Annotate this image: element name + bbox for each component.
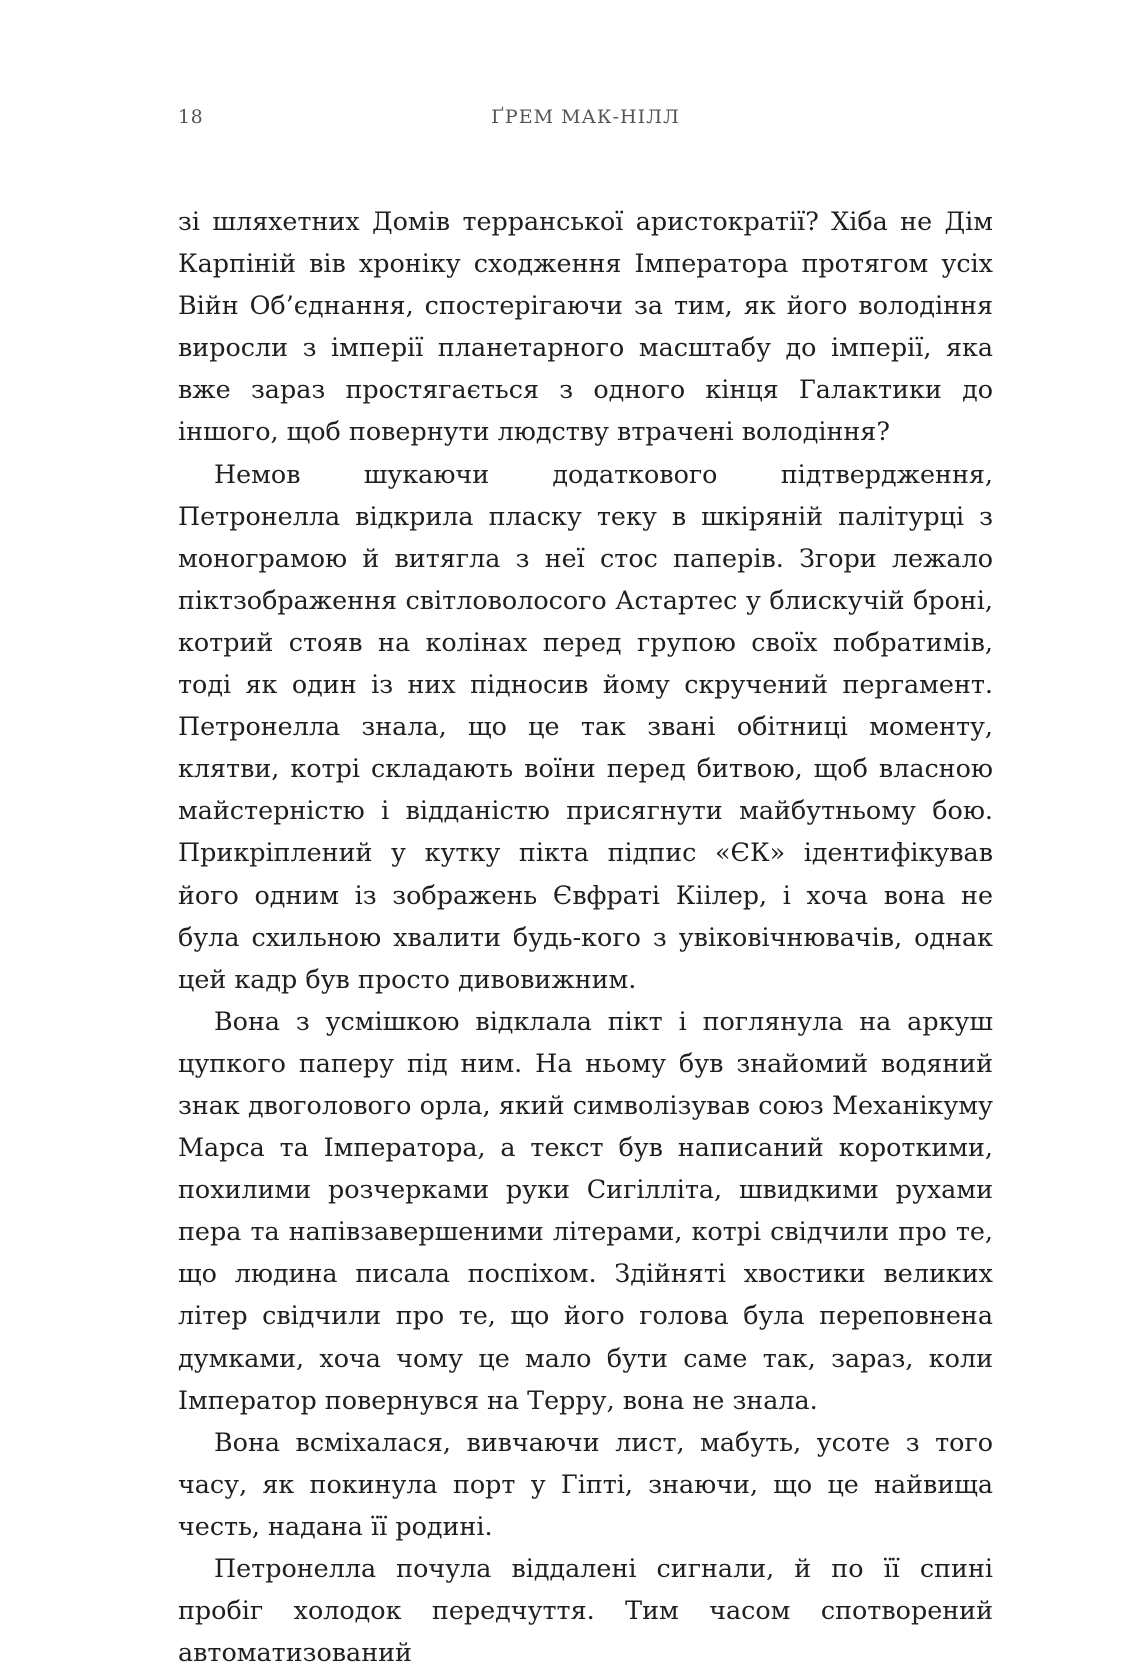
page-number: 18 xyxy=(178,106,204,128)
running-title: ҐРЕМ МАК-НІЛЛ xyxy=(491,106,680,128)
running-header xyxy=(178,106,993,136)
paragraph: зі шляхетних Домів терранської аристократії? Хіба не Дім Карпіній вів хроніку сходження Імператора протягом усіх Війн Об’єднання, спостерігаючи за тим, як його володіння виросли з імперії планетарного масштабу до імперії, яка вже зараз простягається з одного кінця Галактики до іншого, щоб повернути людству втрачені володіння? xyxy=(178,206,993,447)
paragraph: Вона з усмішкою відклала пікт і поглянула на аркуш цупкого паперу під ним. На ньому був знайомий водяний знак двоголового орла, який символізував союз Механікуму Марса та Імператора, а текст був написаний короткими, похилими розчерками руки Сигілліта, швидкими рухами пера та напівзавершеними літерами, котрі свідчили про те, що людина писала поспіхом. Здійняті хвостики великих літер свідчили про те, що його голова була переповнена думками, хоча чому це мало бути саме так, зараз, коли Імператор повернувся на Терру, вона не знала. xyxy=(178,1005,993,1415)
paragraph: Петронелла почула віддалені сигнали, й по її спині пробіг холодок передчуття. Тим часом спотворений автоматизований xyxy=(178,1553,993,1668)
paragraph: Вона всміхалася, вивчаючи лист, мабуть, усоте з того часу, як покинула порт у Гіпті, знаючи, що це найвища честь, надана її родині. xyxy=(178,1426,993,1541)
paragraph: Немов шукаючи додаткового підтвердження, Петронелла відкрила пласку теку в шкіряній палітурці з монограмою й витягла з неї стос паперів. Згори лежало піктзображення світловолосого Астартес у блискучій броні, котрий стояв на колінах перед групою своїх побратимів, тоді як один із них підносив йому скручений пергамент. Петронелла знала, що це так звані обітниці моменту, клятви, котрі складають воїни перед битвою, щоб власною майстерністю і відданістю присягнути майбутньому бою. Прикріплений у кутку пікта підпис «ЄК» ідентифікував його одним із зображень Євфраті Кіілер, і хоча вона не була схильною хвалити будь-кого з увіковічнювачів, однак цей кадр був просто дивовижним. xyxy=(178,458,993,994)
body-text xyxy=(178,200,993,1673)
